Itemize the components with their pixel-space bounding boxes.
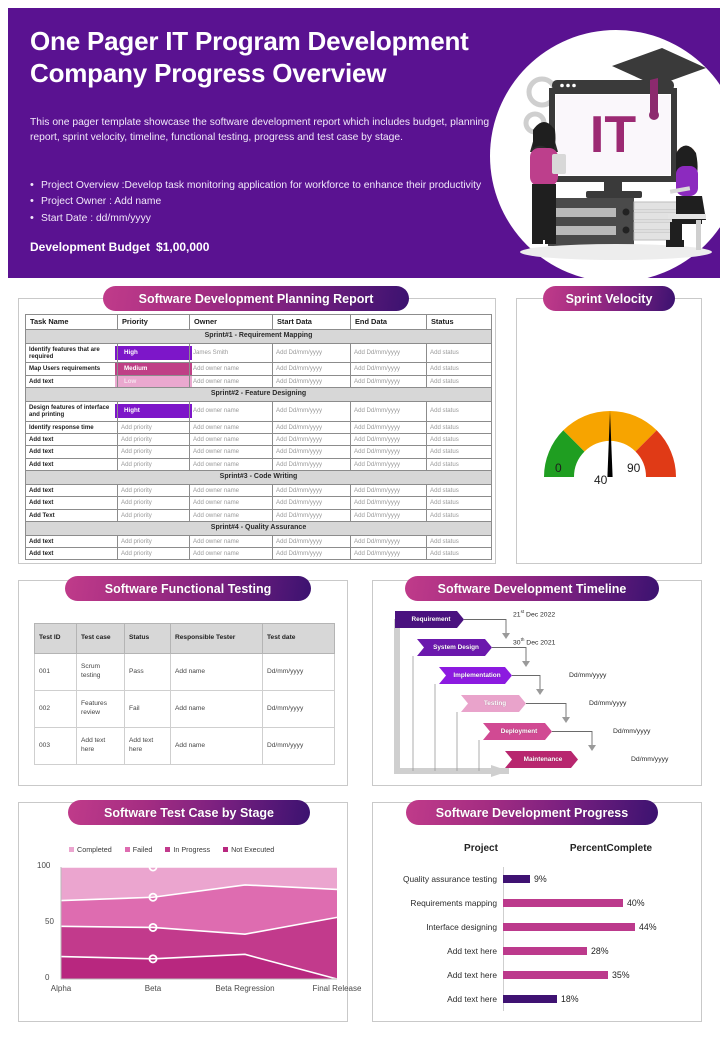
progress-panel [372, 802, 702, 1022]
table-row[interactable] [26, 421, 492, 433]
table-row[interactable] [26, 535, 492, 547]
col-start-data: Start Data [273, 315, 351, 330]
timeline-panel [372, 580, 702, 786]
sprint-velocity-panel [516, 298, 702, 564]
cell-start-data: Add Dd/mm/yyyy [273, 446, 351, 458]
sprint-velocity-title: Sprint Velocity [543, 286, 675, 311]
table-row[interactable] [26, 446, 492, 458]
cell-owner: Add owner name [190, 434, 273, 446]
timeline-connector [512, 676, 540, 690]
functional-testing-title: Software Functional Testing [65, 576, 311, 601]
cell-test-id: 001 [35, 654, 77, 691]
cell-task-name: Add text [26, 458, 118, 470]
cell-start-data: Add Dd/mm/yyyy [273, 458, 351, 470]
cell-test-case: Add text here [77, 728, 125, 765]
timeline-stage-label: Implementation [453, 672, 501, 679]
cell-end-data: Add Dd/mm/yyyy [351, 509, 427, 521]
cell-status: Add status [427, 497, 492, 509]
timeline-connector-arrow [562, 717, 570, 723]
test-case-area-chart [19, 859, 362, 1009]
timeline-stage-date: 30th Dec 2021 [513, 637, 556, 647]
progress-col-percent: PercentComplete [569, 843, 653, 854]
cell-task-name: Add text [26, 434, 118, 446]
table-header-row [26, 315, 492, 330]
legend-swatch [223, 847, 228, 852]
cell-priority[interactable] [118, 401, 190, 421]
progress-row-label: Requirements mapping [410, 898, 497, 908]
timeline-connector-arrow [536, 689, 544, 695]
timeline-stage-date: 21st Dec 2022 [513, 609, 556, 619]
cell-status: Add status [427, 484, 492, 496]
header-banner [8, 8, 720, 278]
cell-status: Add status [427, 446, 492, 458]
cell-tester: Add name [171, 654, 263, 691]
svg-text:IT: IT [589, 106, 637, 164]
progress-value-label: 9% [534, 874, 547, 884]
test-case-legend [69, 845, 349, 854]
timeline-stage-label: Deployment [500, 728, 538, 735]
legend-item [165, 845, 210, 854]
cell-owner: Add owner name [190, 509, 273, 521]
timeline-stage-date: Dd/mm/yyyy [569, 672, 607, 679]
page-title [30, 26, 500, 89]
cell-status: Add status [427, 375, 492, 387]
test-case-title: Software Test Case by Stage [68, 800, 310, 825]
timeline-stage-label: Testing [483, 700, 507, 707]
cell-priority[interactable]: Add priority [118, 497, 190, 509]
cell-priority[interactable]: Add priority [118, 509, 190, 521]
table-row[interactable] [26, 343, 492, 363]
cell-status: Add status [427, 434, 492, 446]
cell-start-data: Add Dd/mm/yyyy [273, 548, 351, 560]
table-row[interactable] [26, 375, 492, 387]
cell-owner: Add owner name [190, 535, 273, 547]
progress-row [373, 915, 703, 939]
sprint-separator-row [26, 522, 492, 536]
cell-start-data: Add Dd/mm/yyyy [273, 401, 351, 421]
progress-value-label: 44% [639, 922, 657, 932]
cell-priority[interactable]: Add priority [118, 458, 190, 470]
timeline-stage-date: Dd/mm/yyyy [613, 728, 651, 735]
progress-row-label: Interface designing [426, 922, 497, 932]
progress-row-label: Add text here [447, 946, 497, 956]
cell-end-data: Add Dd/mm/yyyy [351, 484, 427, 496]
header-illustration-circle [490, 30, 720, 278]
cell-task-name: Add text [26, 497, 118, 509]
cell-status: Add status [427, 458, 492, 470]
cell-end-data: Add Dd/mm/yyyy [351, 421, 427, 433]
cell-status: Add status [427, 363, 492, 375]
progress-bar-zone [503, 939, 703, 963]
col-test-case: Test case [77, 624, 125, 654]
cell-owner: James Smith [190, 343, 273, 363]
timeline-stage-label: Maintenance [523, 756, 563, 763]
cell-test-date: Dd/mm/yyyy [263, 728, 335, 765]
timeline-connector [552, 732, 592, 746]
list-item: • Project Overview :Develop task monitoring application for workforce to enhance their productivity [30, 178, 490, 193]
table-row[interactable] [35, 654, 335, 691]
cell-priority[interactable]: Add priority [118, 535, 190, 547]
cell-task-name: Identify response time [26, 421, 118, 433]
cell-end-data: Add Dd/mm/yyyy [351, 497, 427, 509]
table-row[interactable] [26, 363, 492, 375]
legend-item [223, 845, 274, 854]
cell-task-name: Add text [26, 535, 118, 547]
gauge-tick-min: 0 [555, 461, 562, 475]
cell-end-data: Add Dd/mm/yyyy [351, 458, 427, 470]
list-item: • Start Date : dd/mm/yyyy [30, 211, 490, 226]
sprint-separator-row [26, 388, 492, 402]
legend-item [125, 845, 153, 854]
progress-bar-zone [503, 915, 703, 939]
table-row[interactable] [26, 401, 492, 421]
cell-task-name: Add text [26, 375, 118, 387]
table-row[interactable] [35, 691, 335, 728]
progress-bar [503, 923, 635, 931]
cell-task-name: Add text [26, 484, 118, 496]
progress-row [373, 891, 703, 915]
legend-label: In Progress [173, 845, 211, 854]
cell-start-data: Add Dd/mm/yyyy [273, 421, 351, 433]
cell-start-data: Add Dd/mm/yyyy [273, 434, 351, 446]
planning-report-title: Software Development Planning Report [103, 286, 409, 311]
cell-status: Add status [427, 401, 492, 421]
cell-end-data: Add Dd/mm/yyyy [351, 446, 427, 458]
cell-end-data: Add Dd/mm/yyyy [351, 375, 427, 387]
x-axis-tick: Final Release [312, 984, 362, 993]
cell-tester: Add name [171, 691, 263, 728]
list-item: • Project Owner : Add name [30, 194, 490, 209]
cell-status: Add status [427, 343, 492, 363]
progress-bar [503, 971, 608, 979]
cell-priority[interactable] [118, 375, 190, 387]
cell-test-date: Dd/mm/yyyy [263, 654, 335, 691]
cell-status: Add status [427, 535, 492, 547]
it-illustration [490, 30, 720, 278]
sprint-label: Sprint#1 - Requirement Mapping [26, 330, 492, 344]
timeline-connector-arrow [502, 633, 510, 639]
cell-status: Add status [427, 509, 492, 521]
cell-task-name: Design features of interface and printing [26, 401, 118, 421]
timeline-stage-label: System Design [433, 644, 479, 651]
progress-value-label: 40% [627, 898, 645, 908]
cell-start-data: Add Dd/mm/yyyy [273, 535, 351, 547]
progress-row [373, 939, 703, 963]
budget-value: $1,00,000 [156, 240, 210, 254]
gauge-tick-labels [517, 377, 703, 507]
cell-status: Add status [427, 421, 492, 433]
cell-end-data: Add Dd/mm/yyyy [351, 535, 427, 547]
col-test-id: Test ID [35, 624, 77, 654]
planning-report-table [25, 314, 492, 560]
col-responsible-tester: Responsible Tester [171, 624, 263, 654]
legend-label: Completed [77, 845, 112, 854]
col-end-data: End Data [351, 315, 427, 330]
cell-priority[interactable]: Add priority [118, 446, 190, 458]
table-header-row [35, 624, 335, 654]
progress-bar-zone [503, 987, 703, 1011]
progress-bar [503, 947, 587, 955]
progress-bar [503, 995, 557, 1003]
progress-bar [503, 899, 623, 907]
x-axis-tick: Beta [144, 984, 162, 993]
col-priority: Priority [118, 315, 190, 330]
cell-start-data: Add Dd/mm/yyyy [273, 375, 351, 387]
sprint-label: Sprint#4 - Quality Assurance [26, 522, 492, 536]
cell-end-data: Add Dd/mm/yyyy [351, 434, 427, 446]
cell-task-name: Map Users requirements [26, 363, 118, 375]
cell-end-data: Add Dd/mm/yyyy [351, 401, 427, 421]
cell-status: Add status [427, 548, 492, 560]
cell-end-data: Add Dd/mm/yyyy [351, 363, 427, 375]
cell-owner: Add owner name [190, 363, 273, 375]
progress-col-project: Project [464, 843, 498, 854]
x-axis-tick: Alpha [50, 984, 72, 993]
col-status: Status [427, 315, 492, 330]
cell-start-data: Add Dd/mm/yyyy [273, 363, 351, 375]
x-axis-tick: Beta Regression [215, 984, 275, 993]
progress-title: Software Development Progress [406, 800, 658, 825]
cell-status: Add text here [125, 728, 171, 765]
timeline-stage-date: Dd/mm/yyyy [589, 700, 627, 707]
timeline-stage-label: Requirement [411, 616, 451, 623]
cell-priority[interactable]: Add priority [118, 421, 190, 433]
legend-item [69, 845, 112, 854]
cell-priority[interactable]: Add priority [118, 484, 190, 496]
cell-task-name: Add text [26, 446, 118, 458]
budget-label: Development Budget [30, 240, 151, 254]
progress-bar-zone [503, 867, 703, 891]
timeline-connector-arrow [522, 661, 530, 667]
cell-owner: Add owner name [190, 401, 273, 421]
timeline-title: Software Development Timeline [405, 576, 659, 601]
col-owner: Owner [190, 315, 273, 330]
cell-owner: Add owner name [190, 421, 273, 433]
cell-owner: Add owner name [190, 497, 273, 509]
table-row[interactable] [26, 497, 492, 509]
progress-value-label: 35% [612, 970, 630, 980]
cell-owner: Add owner name [190, 484, 273, 496]
col-task-name: Task Name [26, 315, 118, 330]
functional-testing-panel [18, 580, 348, 786]
progress-value-label: 18% [561, 994, 579, 1004]
timeline-connector-arrow [588, 745, 596, 751]
progress-bar-zone [503, 891, 703, 915]
table-row[interactable] [26, 484, 492, 496]
progress-row-label: Add text here [447, 970, 497, 980]
cell-priority[interactable]: Add priority [118, 548, 190, 560]
cell-end-data: Add Dd/mm/yyyy [351, 343, 427, 363]
cell-owner: Add owner name [190, 375, 273, 387]
table-row[interactable] [26, 458, 492, 470]
cell-tester: Add name [171, 728, 263, 765]
cell-start-data: Add Dd/mm/yyyy [273, 509, 351, 521]
progress-row-label: Quality assurance testing [402, 874, 497, 884]
test-case-panel [18, 802, 362, 1022]
progress-row [373, 987, 703, 1011]
legend-label: Failed [132, 845, 153, 854]
cell-start-data: Add Dd/mm/yyyy [273, 497, 351, 509]
development-budget [30, 240, 209, 254]
cell-test-id: 002 [35, 691, 77, 728]
sprint-label: Sprint#2 - Feature Designing [26, 388, 492, 402]
timeline-connector [464, 620, 506, 634]
sprint-separator-row [26, 330, 492, 344]
legend-swatch [69, 847, 74, 852]
cell-task-name: Add text [26, 548, 118, 560]
cell-owner: Add owner name [190, 548, 273, 560]
table-row[interactable] [35, 728, 335, 765]
cell-priority[interactable] [118, 343, 190, 363]
timeline-connector [492, 648, 526, 662]
page-title-line2: Company Progress Overview [30, 57, 387, 88]
progress-row [373, 867, 703, 891]
priority-badge: Low [115, 375, 192, 389]
sprint-velocity-gauge [517, 377, 703, 507]
page-title-line1: One Pager IT Program Development [30, 26, 469, 56]
table-row[interactable] [26, 509, 492, 521]
col-test-date: Test date [263, 624, 335, 654]
priority-badge: Medium [115, 362, 192, 376]
cell-owner: Add owner name [190, 458, 273, 470]
y-axis-tick: 100 [37, 861, 51, 870]
cell-test-id: 003 [35, 728, 77, 765]
gauge-tick-max: 90 [627, 461, 641, 475]
functional-testing-table [34, 623, 335, 765]
timeline-stage-date: Dd/mm/yyyy [631, 756, 669, 763]
cell-start-data: Add Dd/mm/yyyy [273, 343, 351, 363]
gauge-tick-value: 40 [594, 473, 608, 487]
legend-label: Not Executed [231, 845, 275, 854]
cell-test-case: Features review [77, 691, 125, 728]
y-axis-tick: 50 [45, 917, 54, 926]
cell-status: Fail [125, 691, 171, 728]
table-row[interactable] [26, 548, 492, 560]
legend-swatch [125, 847, 130, 852]
cell-test-case: Scrum testing [77, 654, 125, 691]
timeline-diagram [373, 603, 703, 787]
legend-swatch [165, 847, 170, 852]
cell-priority[interactable] [118, 363, 190, 375]
cell-task-name: Identify features that are required [26, 343, 118, 363]
table-row[interactable] [26, 434, 492, 446]
cell-task-name: Add Text [26, 509, 118, 521]
sprint-label: Sprint#3 - Code Writing [26, 471, 492, 485]
cell-status: Pass [125, 654, 171, 691]
progress-bar-zone [503, 963, 703, 987]
progress-value-label: 28% [591, 946, 609, 956]
priority-badge: High [115, 346, 192, 360]
cell-start-data: Add Dd/mm/yyyy [273, 484, 351, 496]
progress-row-label: Add text here [447, 994, 497, 1004]
progress-bar [503, 875, 530, 883]
planning-report-panel [18, 298, 496, 564]
header-description: This one pager template showcase the software development report which includes budget, planning report, sprint velocity, timeline, functional testing, progress and test case by stage. [30, 117, 490, 143]
cell-owner: Add owner name [190, 446, 273, 458]
cell-priority[interactable]: Add priority [118, 434, 190, 446]
progress-row [373, 963, 703, 987]
priority-badge: Hight [115, 404, 192, 418]
sprint-separator-row [26, 471, 492, 485]
cell-test-date: Dd/mm/yyyy [263, 691, 335, 728]
header-bullet-list [30, 178, 490, 227]
timeline-connector [526, 704, 566, 718]
cell-end-data: Add Dd/mm/yyyy [351, 548, 427, 560]
col-status: Status [125, 624, 171, 654]
y-axis-tick: 0 [45, 973, 50, 982]
